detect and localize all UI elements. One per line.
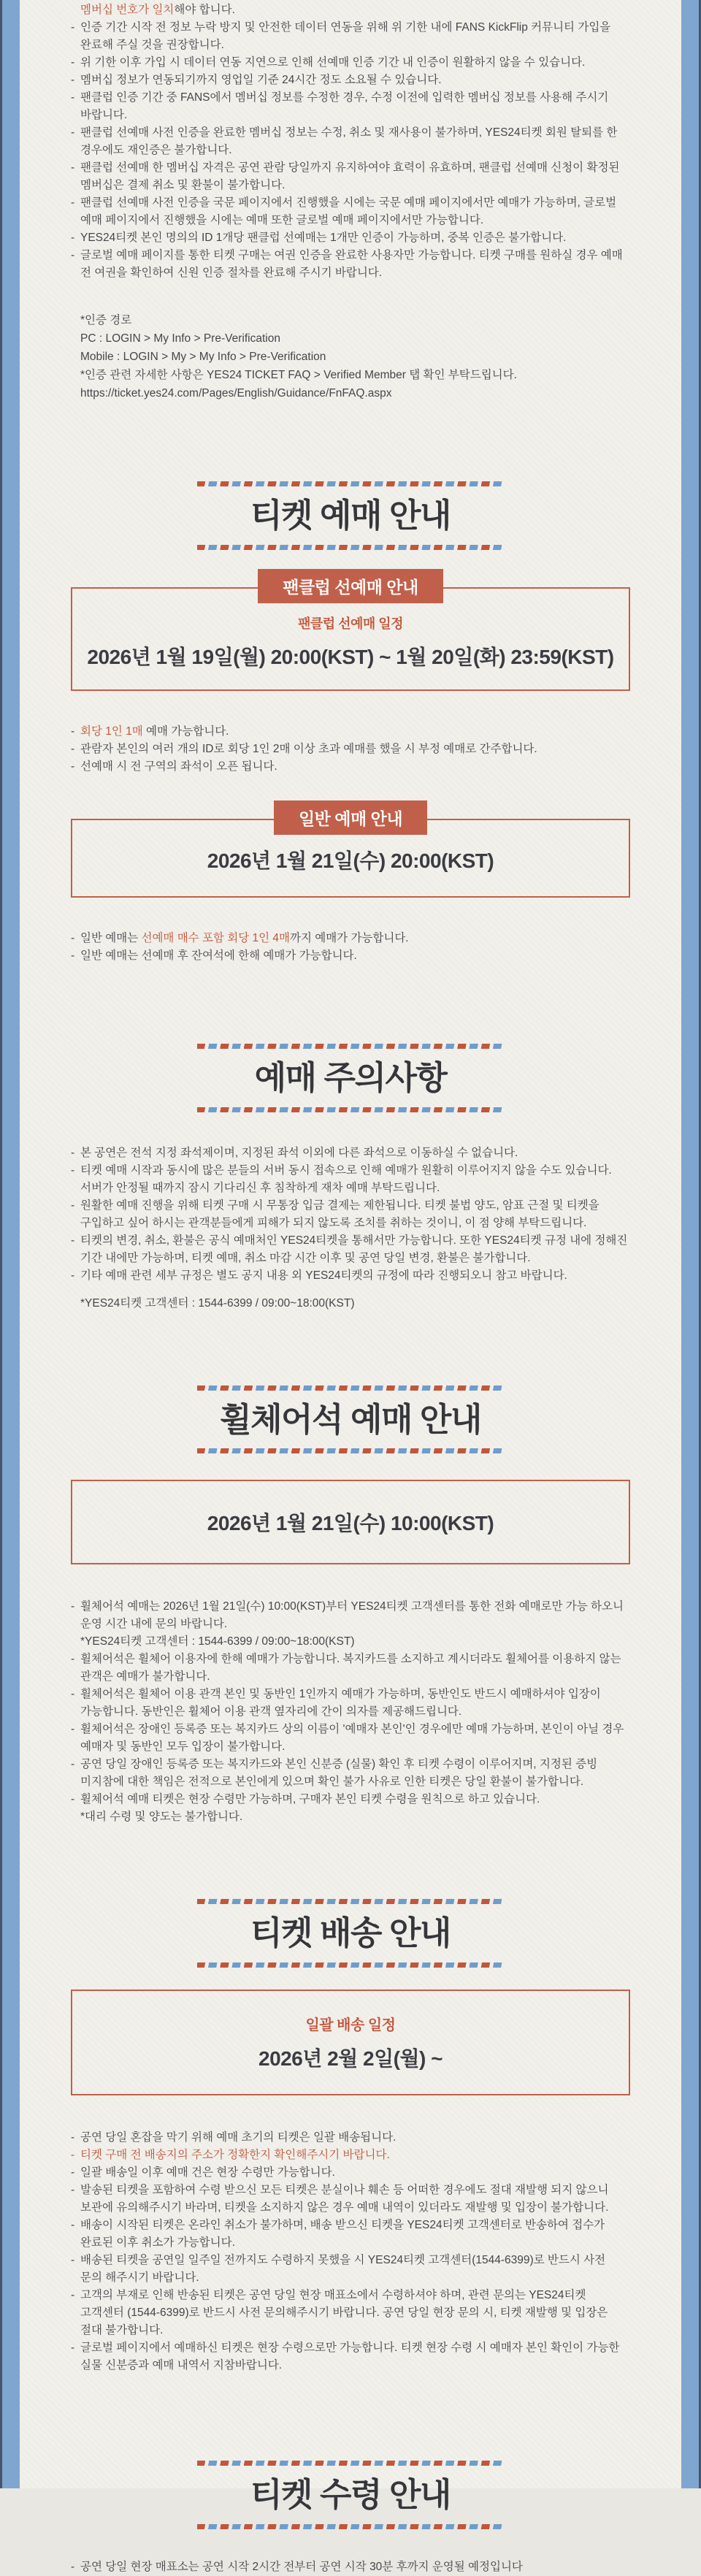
note-line	[71, 2147, 630, 2164]
note-segment: 원활한 예매 진행을 위해 티켓 구매 시 무통장 입금 결제는 제한됩니다. 티켓 불법 양도, 암표 근절 및 티켓을 구입하고 싶어 하시는 관객분들에게 피해가 되지 않도록 조치를 취하는 것이니, 이 점 양해 부탁드립니다.	[80, 1199, 600, 1229]
dashed-divider	[197, 1107, 504, 1112]
dashed-divider	[197, 1386, 504, 1391]
note-line	[71, 54, 630, 72]
note-line	[71, 758, 630, 776]
note-segment: 멤버십 번호가 일치	[80, 4, 175, 16]
note-line	[71, 2252, 630, 2287]
note-line	[71, 1721, 630, 1756]
dashed-divider	[197, 1044, 504, 1049]
note-segment: 공연 당일 혼잡을 막기 위해 예매 초기의 티켓은 일괄 배송됩니다.	[80, 2131, 397, 2144]
note-segment: 일반 예매는	[80, 931, 142, 944]
note-line	[71, 1295, 630, 1312]
caution-notes	[71, 1144, 630, 1312]
note-segment: 발송된 티켓을 포함하여 수령 받으신 모든 티켓은 분실이나 훼손 등 어떠한 경우에도 절대 재발행 되지 않으니 보관에 유의해주시기 바라며, 티켓을 소지하지 않은 경우 예매 내역이 있더라도 재발행 및 입장이 불가합니다.	[80, 2184, 609, 2214]
note-segment: 글로벌 페이지에서 예매하신 티켓은 현장 수령으로만 가능합니다. 티켓 현장 수령 시 예매자 본인 확인이 가능한 실물 신분증과 예매 내역서 지참바랍니다.	[80, 2342, 620, 2371]
note-line	[71, 1651, 630, 1686]
note-segment: 휠체어석 예매 티켓은 현장 수령만 가능하며, 구매자 본인 티켓 수령을 원칙으로 하고 있습니다.	[80, 1793, 540, 1806]
note-segment: 일반 예매는 선예매 후 잔여석에 한해 예매가 가능합니다.	[80, 949, 357, 962]
note-segment: 티켓 구매 전 배송지의 주소가 정확한지 확인해주시기 바랍니다.	[80, 2149, 390, 2161]
note-segment: 회당 1인 1매	[80, 725, 143, 738]
note-segment: 휠체어석은 휠체어 이용 관객 본인 및 동반인 1인까지 예매가 가능하며, 동반인도 반드시 예매하셔야 입장이 가능합니다. 동반인은 휠체어 이용 관객 옆자리에 간이 의자를 제공해드립니다.	[80, 1688, 601, 1719]
note-line	[71, 1791, 630, 1808]
note-line	[71, 89, 630, 124]
note-segment: 관람자 본인의 여러 개의 ID로 회당 1인 2매 이상 초과 예매를 했을 시 부정 예매로 간주합니다.	[80, 742, 537, 755]
note-segment: 휠체어석 예매는 2026년 1월 21일(수) 10:00(KST)부터 YES24티켓 고객센터를 통한 전화 예매로만 가능 하오니 운영 시간 내에 문의 바랍니다.	[80, 1600, 624, 1631]
note-segment: 위 기한 이후 가입 시 데이터 연동 지연으로 인해 선예매 인증 기간 내 인증이 원활하지 않을 수 있습니다.	[80, 56, 586, 69]
note-line	[71, 247, 630, 282]
auth-path-block	[71, 311, 630, 402]
note-segment: 팬클럽 인증 기간 중 FANS에서 멤버십 정보를 수정한 경우, 수정 이전에 입력한 멤버십 정보를 사용해 주시기 바랍니다.	[80, 91, 609, 121]
note-line	[71, 2182, 630, 2217]
note-line	[71, 72, 630, 89]
auth-path-mobile: Mobile : LOGIN > My > My Info > Pre-Verification	[80, 351, 326, 363]
note-segment: 배송된 티켓을 공연일 일주일 전까지도 수령하지 못했을 시 YES24티켓 고객센터(1544-6399)로 반드시 사전 문의 해주시기 바랍니다.	[80, 2254, 606, 2284]
note-segment: 글로벌 예매 페이지를 통한 티켓 구매는 여권 인증을 완료한 사용자만 가능합니다. 티켓 구매를 원하실 경우 예매 전 여권을 확인하여 신원 인증 절차를 완료해 주시기 바랍니다.	[80, 249, 623, 279]
note-segment: 인증 기간 시작 전 정보 누락 방지 및 안전한 데이터 연동을 위해 위 기한 내에 FANS KickFlip 커뮤니티 가입을 완료해 주실 것을 권장합니다.	[80, 21, 611, 51]
dashed-divider	[197, 481, 504, 486]
fanclub-presale-badge: 팬클럽 선예매 안내	[258, 569, 443, 603]
note-line	[71, 124, 630, 159]
fanclub-schedule-label: 팬클럽 선예매 일정	[297, 616, 404, 631]
note-line	[71, 1144, 630, 1162]
auth-faq-note: *인증 관련 자세한 사항은 YES24 TICKET FAQ > Verified Member 탭 확인 부탁드립니다.	[80, 369, 517, 381]
note-segment: 공연 당일 현장 매표소는 공연 시작 2시간 전부터 공연 시작 30분 후까지 운영될 예정입니다	[80, 2560, 523, 2573]
note-segment: 팬클럽 선예매 사전 인증을 완료한 멤버십 정보는 수정, 취소 및 재사용이 불가하며, YES24티켓 회원 탈퇴를 한 경우에도 재인증은 불가합니다.	[80, 126, 618, 156]
fanclub-presale-notes	[71, 723, 630, 776]
dashed-divider	[197, 1899, 504, 1904]
auth-path-title: *인증 경로	[80, 314, 132, 326]
section-title-delivery: 티켓 배송 안내	[250, 1914, 451, 1952]
delivery-schedule-box	[71, 1990, 630, 2095]
fanclub-presale-boxwrap	[71, 569, 630, 691]
note-line	[71, 1162, 630, 1197]
dashed-divider	[197, 2524, 504, 2529]
note-line	[71, 1756, 630, 1791]
page-right-border	[681, 0, 701, 2488]
dashed-divider	[197, 545, 504, 550]
section-header-caution	[71, 1044, 630, 1112]
note-segment: 본 공연은 전석 지정 좌석제이며, 지정된 좌석 이외에 다른 좌석으로 이동하실 수 없습니다.	[80, 1146, 518, 1159]
fanclub-schedule-date: 2026년 1월 19일(월) 20:00(KST) ~ 1월 20일(화) 23:59(KST)	[87, 645, 614, 668]
section-title-caution: 예매 주의사항	[254, 1058, 447, 1096]
section-header-booking	[71, 481, 630, 550]
note-line	[71, 229, 630, 247]
note-line	[71, 2339, 630, 2374]
note-segment: *YES24티켓 고객센터 : 1544-6399 / 09:00~18:00(KST)	[80, 1635, 355, 1648]
note-segment: *YES24티켓 고객센터 : 1544-6399 / 09:00~18:00(KST)	[80, 1296, 355, 1310]
note-segment: 팬클럽 선예매 사전 인증을 국문 페이지에서 진행했을 시에는 국문 예매 페이지에서만 예매가 가능하며, 글로벌 예매 페이지에서 진행했을 시에는 예매 또한 글로벌 예매 페이지에서만 가능합니다.	[80, 196, 617, 226]
note-segment: 공연 당일 장애인 등록증 또는 복지카드와 본인 신분증 (실물) 확인 후 티켓 수령이 이루어지며, 지정된 증빙 미지참에 대한 책임은 전적으로 본인에게 있으며 확인 불가 사유로 인한 티켓은 당일 환불이 불가합니다.	[80, 1758, 598, 1789]
section-title-wheelchair: 휠체어석 예매 안내	[220, 1400, 481, 1438]
note-line	[71, 723, 630, 741]
note-line	[71, 2164, 630, 2182]
note-line	[71, 741, 630, 758]
note-line	[71, 2558, 630, 2576]
delivery-schedule-label: 일괄 배송 일정	[305, 2017, 396, 2033]
note-segment: 티켓 예매 시작과 동시에 많은 분들의 서버 동시 접속으로 인해 예매가 원활히 이루어지지 않을 수도 있습니다. 서버가 안정될 때까지 잠시 기다리신 후 침착하게 재차 예매 부탁드립니다.	[80, 1163, 612, 1194]
note-segment: 고객의 부재로 인해 반송된 티켓은 공연 당일 현장 매표소에서 수령하셔야 하며, 관련 문의는 YES24티켓 고객센터 (1544-6399)로 반드시 사전 문의해주시기 바랍니다. 공연 당일 현장 문의 시, 티켓 재발행 및 입장은 절대 불가합니다.	[80, 2289, 608, 2336]
delivery-notes	[71, 2129, 630, 2374]
general-schedule-date: 2026년 1월 21일(수) 20:00(KST)	[207, 849, 494, 872]
note-line	[71, 2287, 630, 2339]
note-line	[71, 2129, 630, 2147]
note-segment: 까지 예매가 가능합니다.	[289, 931, 409, 944]
membership-auth-notes	[71, 1, 630, 282]
delivery-schedule-date: 2026년 2월 2일(월) ~	[258, 2047, 443, 2070]
general-sale-badge: 일반 예매 안내	[274, 800, 427, 835]
note-line	[71, 1633, 630, 1651]
note-line	[71, 947, 630, 965]
note-line	[71, 159, 630, 194]
auth-path-pc: PC : LOGIN > My Info > Pre-Verification	[80, 332, 280, 345]
page-left-border	[0, 0, 20, 2488]
note-segment: 휠체어석은 휠체어 이용자에 한해 예매가 가능합니다. 복지카드를 소지하고 계시더라도 휠체어를 이용하지 않는 관객은 예매가 불가합니다.	[80, 1653, 621, 1683]
note-line	[71, 1598, 630, 1633]
section-header-delivery	[71, 1899, 630, 1968]
note-line	[71, 1808, 630, 1826]
note-line	[71, 2217, 630, 2252]
pickup-notes	[71, 2558, 630, 2576]
wheelchair-schedule-date: 2026년 1월 21일(수) 10:00(KST)	[207, 1512, 494, 1535]
note-segment: 멤버십 정보가 연동되기까지 영업일 기준 24시간 정도 소요될 수 있습니다.	[80, 74, 442, 86]
note-line	[71, 1686, 630, 1721]
section-title-pickup: 티켓 수령 안내	[250, 2476, 451, 2513]
note-segment: 팬클럽 선예매 한 멤버십 자격은 공연 관람 당일까지 유지하여야 효력이 유효하며, 팬클럽 선예매 신청이 확정된 멤버십은 결제 취소 및 환불이 불가합니다.	[80, 161, 620, 191]
dashed-divider	[197, 1962, 504, 1968]
note-line	[71, 1197, 630, 1232]
note-line	[71, 1267, 630, 1285]
section-title-booking: 티켓 예매 안내	[250, 497, 451, 534]
note-line	[71, 1232, 630, 1267]
note-segment: 티켓의 변경, 취소, 환불은 공식 예매처인 YES24티켓을 통해서만 가능합니다. 또한 YES24티켓 규정 내에 정해진 기간 내에만 가능하며, 티켓 예매, 취소 마감 시간 이후 및 공연 당일 변경, 환불은 불가합니다.	[80, 1234, 628, 1264]
note-line	[71, 19, 630, 54]
note-segment: 배송이 시작된 티켓은 온라인 취소가 불가하며, 배송 받으신 티켓을 YES24티켓 고객센터로 반송하여 접수가 완료된 이후 취소가 가능합니다.	[80, 2219, 605, 2249]
section-header-pickup	[71, 2461, 630, 2529]
note-segment: 해야 합니다.	[174, 4, 235, 16]
wheelchair-notes	[71, 1598, 630, 1826]
section-header-wheelchair	[71, 1386, 630, 1454]
dashed-divider	[197, 1448, 504, 1453]
note-line	[71, 930, 630, 947]
note-segment: 휠체어석은 장애인 등록증 또는 복지카드 상의 이름이 '예매자 본인'인 경우에만 예매 가능하며, 본인이 아닐 경우 예매자 및 동반인 모두 입장이 불가합니다.	[80, 1723, 624, 1754]
note-line	[71, 1, 630, 19]
note-segment: YES24티켓 본인 명의의 ID 1개당 팬클럽 선예매는 1개만 인증이 가능하며, 중복 인증은 불가합니다.	[80, 232, 567, 244]
note-line	[71, 194, 630, 229]
general-sale-boxwrap	[71, 800, 630, 898]
note-segment: 선예매 매수 포함 회당 1인 4매	[141, 931, 290, 944]
wheelchair-schedule-box	[71, 1480, 630, 1564]
note-segment: *대리 수령 및 양도는 불가합니다.	[80, 1811, 243, 1824]
note-segment: 예매 가능합니다.	[142, 725, 229, 738]
note-segment: 일괄 배송일 이후 예매 건은 현장 수령만 가능합니다.	[80, 2166, 335, 2179]
note-segment: 선예매 시 전 구역의 좌석이 오픈 됩니다.	[80, 760, 277, 773]
notice-content	[71, 0, 630, 2576]
general-sale-notes	[71, 930, 630, 965]
note-segment: 기타 예매 관련 세부 규정은 별도 공지 내용 외 YES24티켓의 규정에 따라 진행되오니 참고 바랍니다.	[80, 1269, 567, 1282]
dashed-divider	[197, 2461, 504, 2466]
faq-url-link[interactable]: https://ticket.yes24.com/Pages/English/Guidance/FnFAQ.aspx	[80, 387, 392, 400]
